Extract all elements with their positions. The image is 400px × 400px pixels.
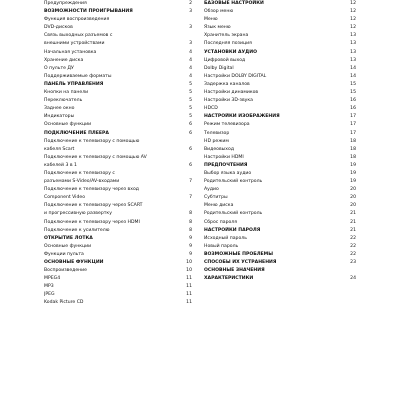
toc-entry-title: Телевизор xyxy=(204,130,230,136)
toc-entry xyxy=(44,138,192,146)
toc-entry-page: 21 xyxy=(350,211,356,217)
toc-entry-title: Настройки 3D-звука xyxy=(204,98,253,104)
toc-entry-page: 18 xyxy=(350,138,356,144)
toc-entry xyxy=(204,16,356,24)
toc-entry-title: ОСНОВНЫЕ ФУНКЦИИ xyxy=(44,260,104,265)
toc-entry-title: HDCD xyxy=(204,106,218,112)
toc-entry-title: УСТАНОВКИ АУДИО xyxy=(204,49,257,55)
toc-entry-page: 6 xyxy=(189,122,192,128)
toc-entry-page: 19 xyxy=(350,179,356,185)
toc-entry-page: 11 xyxy=(186,284,192,290)
toc-entry-title: Заднее окно xyxy=(44,106,75,112)
toc-entry xyxy=(204,146,356,154)
toc-entry xyxy=(204,130,356,138)
toc-entry-title: Задержка каналов xyxy=(204,81,250,87)
toc-entry-title: Функции пульта xyxy=(44,251,84,257)
toc-entry-title: MPEG4 xyxy=(44,276,61,282)
toc-entry-page: 5 xyxy=(189,98,192,104)
toc-entry-title: кабелей 3 в 1 xyxy=(44,162,77,168)
toc-entry xyxy=(204,154,356,162)
toc-entry-page: 8 xyxy=(189,227,192,233)
toc-entry-title: ПРЕДПОЧТЕНИЯ xyxy=(204,162,248,168)
toc-entry-title: ВОЗМОЖНОСТИ ПРОИГРЫВАНИЯ xyxy=(44,9,133,15)
toc-entry-title: DVD-дисков xyxy=(44,25,73,31)
toc-entry-page: 7 xyxy=(189,195,192,201)
toc-entry-title: Видеовыход xyxy=(204,146,234,152)
toc-right-column xyxy=(204,0,356,283)
toc-entry xyxy=(44,57,192,65)
toc-entry xyxy=(44,267,192,275)
toc-entry-title: Родительский контроль xyxy=(204,211,263,217)
toc-entry-title: MP3 xyxy=(44,284,54,290)
toc-entry xyxy=(44,186,192,194)
toc-entry-title: ХАРАКТЕРИСТИКИ xyxy=(204,276,254,282)
toc-entry-title: Кнопки на панели xyxy=(44,90,89,96)
toc-entry-title: кабеля Scart xyxy=(44,146,75,152)
toc-entry-page: 14 xyxy=(350,73,356,79)
toc-entry-title: Цифровой выход xyxy=(204,57,246,63)
toc-entry-page: 16 xyxy=(350,98,356,104)
toc-entry xyxy=(44,154,192,162)
toc-entry-title: ОСНОВНЫЕ ЗНАЧЕНИЯ xyxy=(204,268,265,274)
toc-entry-page: 12 xyxy=(350,9,356,15)
toc-entry-title: Сброс пароля xyxy=(204,219,237,225)
toc-entry-page: 13 xyxy=(350,49,356,55)
toc-entry-page: 18 xyxy=(350,146,356,152)
toc-entry xyxy=(44,146,192,154)
toc-entry-page: 10 xyxy=(186,260,192,265)
toc-entry-page: 5 xyxy=(189,81,192,87)
toc-entry xyxy=(204,251,356,259)
toc-entry xyxy=(44,113,192,121)
toc-entry xyxy=(204,89,356,97)
toc-entry xyxy=(204,57,356,65)
toc-entry xyxy=(204,162,356,170)
toc-entry xyxy=(204,267,356,275)
toc-entry xyxy=(204,219,356,227)
toc-entry-page: 4 xyxy=(189,49,192,55)
toc-entry xyxy=(44,283,192,291)
toc-entry xyxy=(204,210,356,218)
toc-entry xyxy=(204,40,356,48)
toc-entry-title: Воспроизведение xyxy=(44,268,87,274)
toc-entry xyxy=(204,105,356,113)
toc-entry-page: 19 xyxy=(350,162,356,168)
toc-entry-title: Меню xyxy=(204,17,218,23)
toc-entry-page: 18 xyxy=(350,154,356,160)
toc-entry-title: разъемами S-Video/AV-входами xyxy=(44,179,120,185)
toc-entry-page: 11 xyxy=(186,300,192,306)
toc-entry-title: Родительский контроль xyxy=(204,179,263,185)
toc-entry-page: 17 xyxy=(350,122,356,128)
toc-entry-title: О пульте ДУ xyxy=(44,65,74,71)
toc-entry-page: 9 xyxy=(189,243,192,249)
toc-entry-page: 5 xyxy=(189,106,192,112)
toc-entry xyxy=(44,32,192,40)
toc-entry-page: 5 xyxy=(189,114,192,120)
toc-entry xyxy=(44,162,192,170)
toc-entry xyxy=(44,89,192,97)
toc-entry xyxy=(44,219,192,227)
toc-entry-title: Подключение к телевизору с помощью xyxy=(44,138,140,144)
toc-entry xyxy=(44,210,192,218)
toc-entry-title: Хранение диска xyxy=(44,57,84,63)
toc-entry-title: Component Video xyxy=(44,195,86,201)
toc-entry-page: 15 xyxy=(350,81,356,87)
toc-entry-page: 22 xyxy=(350,243,356,249)
toc-entry-title: Субтитры xyxy=(204,195,228,201)
toc-left-column xyxy=(44,0,192,308)
toc-entry-page: 3 xyxy=(189,25,192,31)
toc-entry-page: 13 xyxy=(350,57,356,63)
toc-entry-page: 7 xyxy=(189,179,192,185)
toc-entry xyxy=(44,259,192,267)
toc-entry-page: 8 xyxy=(189,211,192,217)
toc-entry-title: Настройки DOLBY DIGITAL xyxy=(204,73,267,79)
toc-entry-title: внешними устройствами xyxy=(44,41,105,47)
toc-entry xyxy=(44,291,192,299)
toc-entry xyxy=(44,178,192,186)
toc-entry-page: 19 xyxy=(350,170,356,176)
toc-entry-page: 21 xyxy=(350,227,356,233)
toc-entry-title: СПОСОБЫ ИХ УСТРАНЕНИЯ xyxy=(204,260,277,265)
toc-entry xyxy=(44,202,192,210)
toc-entry-title: Предупреждения xyxy=(44,1,87,6)
toc-entry-page: 5 xyxy=(189,90,192,96)
toc-entry-title: Подключение к телевизору через SCART xyxy=(44,203,143,209)
toc-entry-title: Переключатель xyxy=(44,98,83,104)
toc-entry-page: 20 xyxy=(350,203,356,209)
toc-entry-title: Язык меню xyxy=(204,25,231,31)
toc-entry-title: Подключение к телевизору с помощью AV xyxy=(44,154,147,160)
toc-entry xyxy=(204,178,356,186)
toc-entry xyxy=(204,235,356,243)
toc-entry xyxy=(204,49,356,57)
toc-entry-title: БАЗОВЫЕ НАСТРОЙКИ xyxy=(204,1,264,6)
toc-entry-title: ВОЗМОЖНЫЕ ПРОБЛЕМЫ xyxy=(204,251,274,257)
toc-entry-page: 6 xyxy=(189,162,192,168)
toc-entry xyxy=(44,251,192,259)
toc-entry-page: 22 xyxy=(350,251,356,257)
toc-entry-title: ПАНЕЛЬ УПРАВЛЕНИЯ xyxy=(44,81,104,87)
toc-entry xyxy=(204,275,356,283)
toc-entry-title: и прогрессивную развертку xyxy=(44,211,112,217)
toc-entry xyxy=(204,24,356,32)
toc-entry xyxy=(204,202,356,210)
toc-entry-page: 9 xyxy=(189,251,192,257)
toc-entry-page: 9 xyxy=(189,235,192,241)
toc-entry-page: 24 xyxy=(350,276,356,282)
toc-entry xyxy=(44,97,192,105)
toc-entry-page: 3 xyxy=(189,41,192,47)
toc-entry-title: Настройки HDMI xyxy=(204,154,244,160)
toc-entry-title: Обзор меню xyxy=(204,9,234,15)
toc-entry xyxy=(204,243,356,251)
toc-entry xyxy=(44,8,192,16)
toc-entry-title: Исходный пароль xyxy=(204,235,247,241)
toc-entry-page: 17 xyxy=(350,114,356,120)
toc-entry-page: 23 xyxy=(350,260,356,265)
toc-entry xyxy=(204,186,356,194)
toc-entry-page: 4 xyxy=(189,57,192,63)
toc-entry xyxy=(204,170,356,178)
toc-entry xyxy=(44,194,192,202)
toc-entry-page: 16 xyxy=(350,106,356,112)
toc-entry-title: Индикаторы xyxy=(44,114,75,120)
toc-entry-title: Подключение к телевизору через вход xyxy=(44,187,139,193)
toc-entry-page: 6 xyxy=(189,130,192,136)
toc-entry-title: Основные функции xyxy=(44,122,92,128)
toc-entry xyxy=(44,243,192,251)
toc-entry xyxy=(204,121,356,129)
toc-entry-page: 13 xyxy=(350,33,356,39)
toc-entry-page: 12 xyxy=(350,17,356,23)
toc-entry xyxy=(204,65,356,73)
toc-entry xyxy=(44,73,192,81)
toc-entry-page: 20 xyxy=(350,187,356,193)
toc-entry xyxy=(204,194,356,202)
toc-entry-page: 21 xyxy=(350,219,356,225)
toc-entry-title: Подключение к телевизору через HDMI xyxy=(44,219,140,225)
toc-entry xyxy=(44,105,192,113)
toc-entry xyxy=(204,113,356,121)
toc-entry-title: Подключение к телевизору с xyxy=(44,170,115,176)
toc-entry-title: Основные функции xyxy=(44,243,92,249)
toc-entry xyxy=(44,81,192,89)
toc-entry-page: 22 xyxy=(350,235,356,241)
toc-entry xyxy=(44,24,192,32)
toc-entry-page: 4 xyxy=(189,65,192,71)
toc-entry-title: Kodak Picture CD xyxy=(44,300,84,306)
toc-entry xyxy=(204,0,356,8)
toc-entry xyxy=(44,130,192,138)
toc-entry-page: 12 xyxy=(350,25,356,31)
toc-entry xyxy=(204,81,356,89)
toc-entry-title: Аудио xyxy=(204,187,219,193)
toc-entry xyxy=(204,73,356,81)
toc-entry-title: Меню диска xyxy=(204,203,234,209)
toc-entry-page: 14 xyxy=(350,65,356,71)
toc-entry-title: Новый пароль xyxy=(204,243,239,249)
toc-entry-page: 2 xyxy=(189,1,192,6)
toc-entry-title: НАСТРОЙКИ ПАРОЛЯ xyxy=(204,227,261,233)
toc-entry-title: Настройки динамиков xyxy=(204,90,259,96)
toc-entry-title: Хранитель экрана xyxy=(204,33,249,39)
toc-entry-title: Dolby Digital xyxy=(204,65,234,71)
toc-entry-page: 17 xyxy=(350,130,356,136)
toc-entry-title: Начальная установка xyxy=(44,49,97,55)
toc-entry xyxy=(44,40,192,48)
toc-entry-title: ПОДКЛЮЧЕНИЕ ПЛЕЕРА xyxy=(44,130,109,136)
toc-entry xyxy=(44,16,192,24)
toc-entry-title: JPEG xyxy=(44,292,55,298)
toc-entry-page: 4 xyxy=(189,73,192,79)
toc-entry-page: 11 xyxy=(186,276,192,282)
toc-entry-page: 10 xyxy=(186,268,192,274)
toc-entry xyxy=(44,275,192,283)
toc-entry-title: Последняя позиция xyxy=(204,41,252,47)
toc-entry xyxy=(204,259,356,267)
toc-entry-page: 8 xyxy=(189,219,192,225)
toc-entry xyxy=(44,49,192,57)
toc-entry xyxy=(204,32,356,40)
toc-entry-page: 3 xyxy=(189,9,192,15)
toc-entry-page: 13 xyxy=(350,41,356,47)
toc-entry-title: Связь выходных разъемов с xyxy=(44,33,113,39)
toc-entry-title: Функция воспроизведения xyxy=(44,17,110,23)
toc-entry xyxy=(44,227,192,235)
toc-entry xyxy=(204,227,356,235)
toc-entry-page: 6 xyxy=(189,146,192,152)
toc-entry-title: HD режим xyxy=(204,138,229,144)
toc-entry-title: ОТКРЫТИЕ ЛОТКА xyxy=(44,235,93,241)
toc-entry xyxy=(204,97,356,105)
toc-entry-title: Режим телевизора xyxy=(204,122,250,128)
toc-entry-page: 11 xyxy=(186,292,192,298)
toc-entry-title: Выбор языка аудио xyxy=(204,170,252,176)
toc-entry-title: Поддерживаемые форматы xyxy=(44,73,112,79)
toc-entry xyxy=(44,65,192,73)
toc-entry-title: НАСТРОЙКИ ИЗОБРАЖЕНИЯ xyxy=(204,114,280,120)
toc-entry-page: 20 xyxy=(350,195,356,201)
toc-entry-page: 15 xyxy=(350,90,356,96)
toc-entry xyxy=(44,121,192,129)
toc-entry xyxy=(44,0,192,8)
toc-entry xyxy=(44,170,192,178)
toc-entry-page: 12 xyxy=(350,1,356,6)
toc-entry xyxy=(44,235,192,243)
toc-entry-title: Подключение к усилителю xyxy=(44,227,110,233)
toc-entry xyxy=(204,8,356,16)
toc-entry xyxy=(44,299,192,307)
toc-entry xyxy=(204,138,356,146)
